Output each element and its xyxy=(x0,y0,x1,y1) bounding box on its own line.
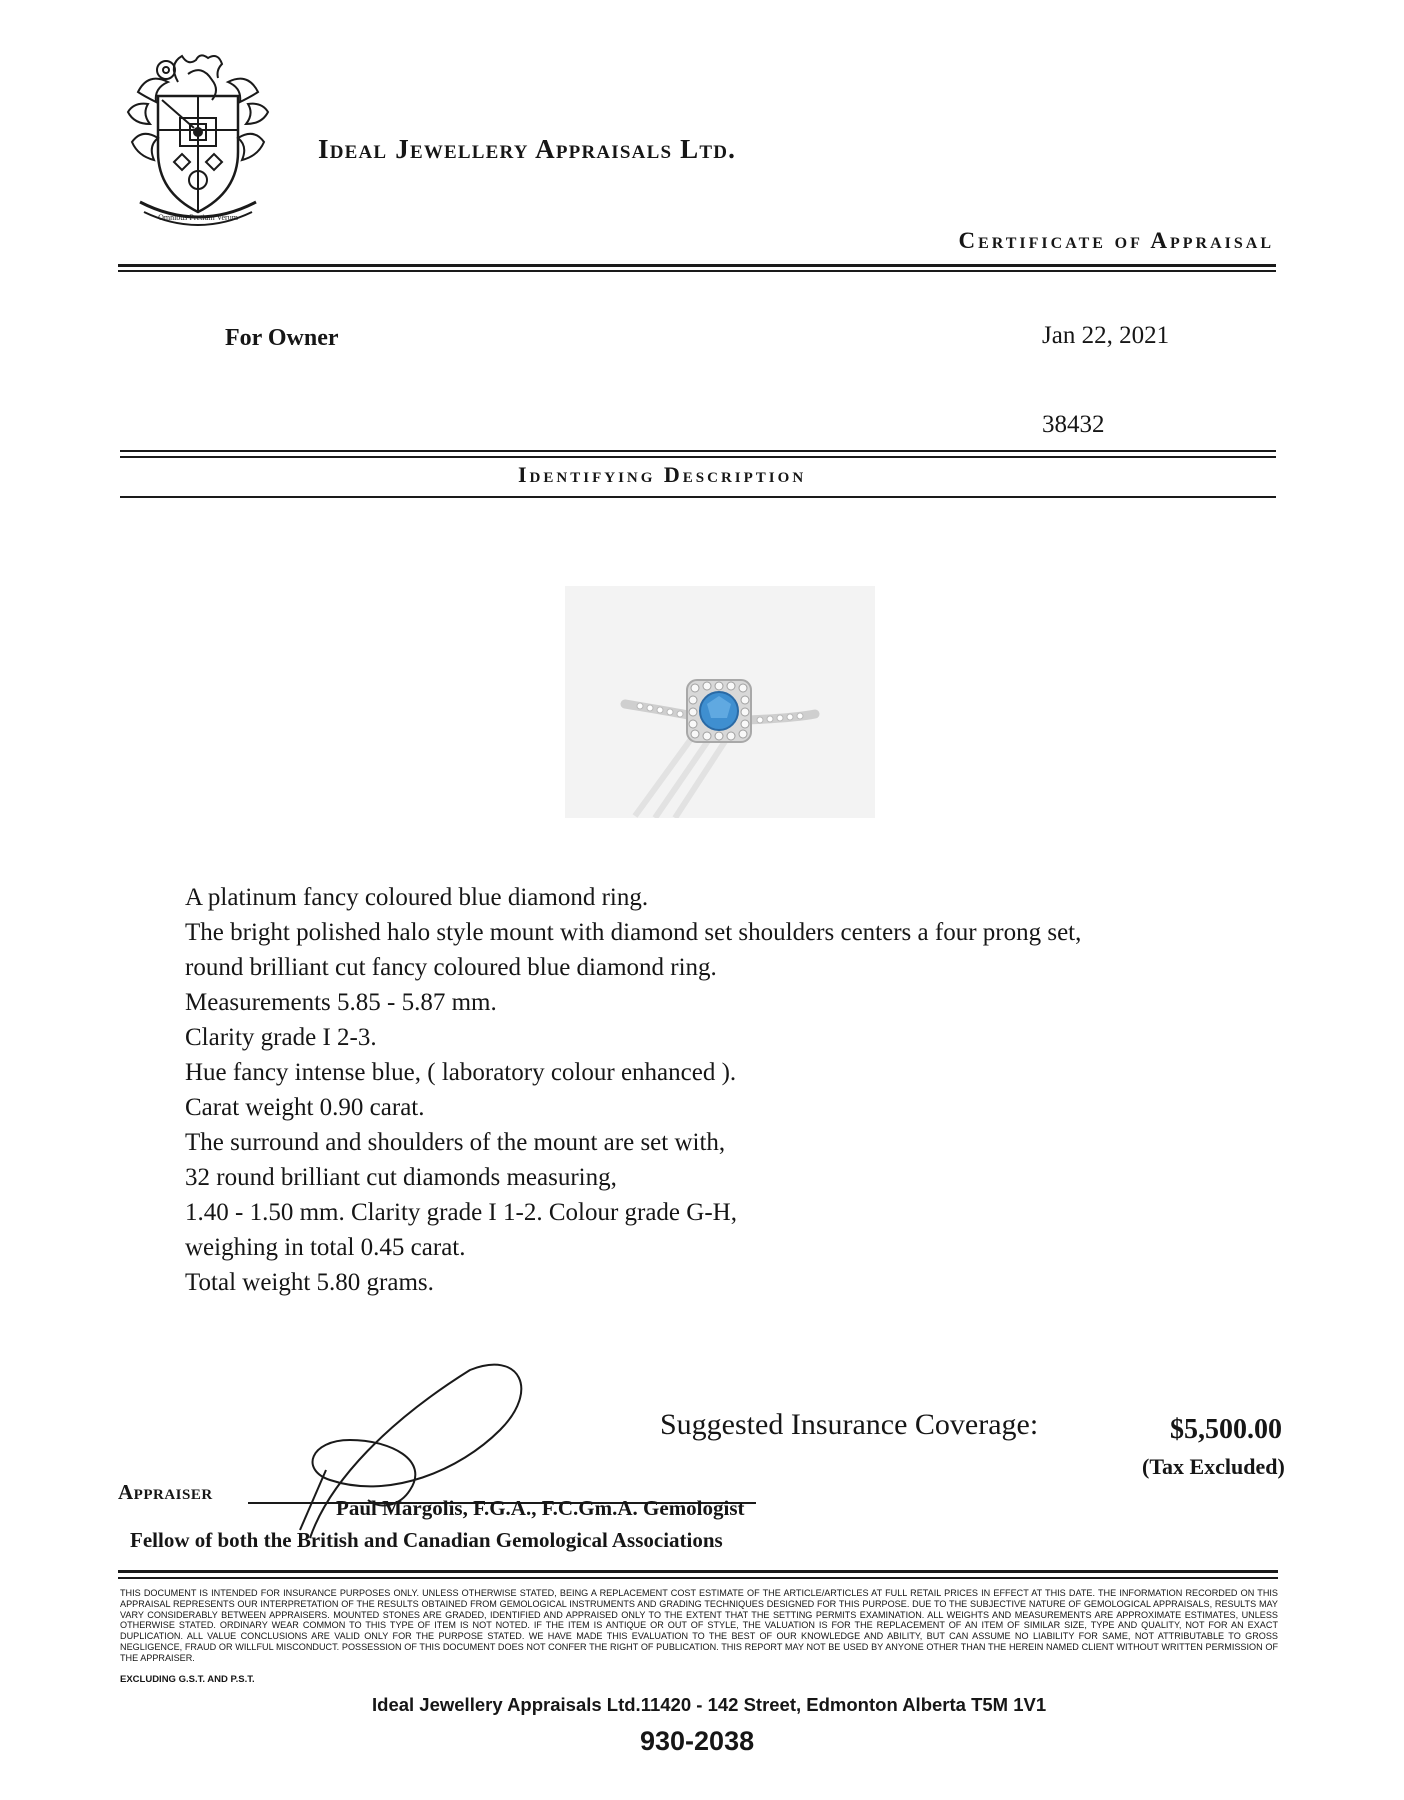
tax-note: (Tax Excluded) xyxy=(1142,1454,1285,1479)
disclaimer-text: THIS DOCUMENT IS INTENDED FOR INSURANCE PURPOSES ONLY. UNLESS OTHERWISE STATED, BEING A REPLACEMENT COST ESTIMATE OF THE ARTICLE/ARTICLES AT FULL RETAIL PRICES IN EFFECT AT THIS DATE. THE INFORMATION RECORDED ON THIS APPRAISAL REPRESENTS OUR INTERPRETATION OF THE RESULTS OBTAINED FROM GEMOLOGICAL INSTRUMENTS AND GRADING TECHNIQUES DESIGNED FOR THIS PURPOSE. DUE TO THE SUBJECTIVE NATURE OF GEMOLOGICAL APPRAISALS, RESULTS MAY VARY CONSIDERABLY BETWEEN APPRAISERS. MOUNTED STONES ARE GRADED, IDENTIFIED AND APPRAISED ONLY TO THE EXTENT THAT THE SETTING PERMITS EXAMINATION. ALL WEIGHTS AND MEASUREMENTS ARE APPROXIMATE ESTIMATES, UNLESS OTHERWISE STATED. ORDINARY WEAR COMMON TO THIS TYPE OF ITEM IS NOT NOTED. IF THE ITEM IS ANTIQUE OR OUT OF STYLE, THE VALUATION IS FOR THE REPLACEMENT OF AN ITEM OF SIMILAR SIZE, TYPE AND QUALITY, NOT FOR AN EXACT DUPLICATION. ALL VALUE CONCLUSIONS ARE VALID ONLY FOR THE PURPOSE STATED. WE HAVE MADE THIS EVALUATION TO THE BEST OF OUR KNOWLEDGE AND ABILITY, BUT CAN ASSUME NO LIABILITY FOR SAME, NOT ATTRIBUTABLE TO GROSS NEGLIGENCE, FRAUD OR WILLFUL MISCONDUCT. POSSESSION OF THIS DOCUMENT DOES NOT CONFER THE RIGHT OF PUBLICATION. THIS REPORT MAY NOT BE USED BY ANYONE OTHER THAN THE HEREIN NAMED CLIENT WITHOUT WRITTEN PERMISSION OF THE APPRAISER. xyxy=(120,1588,1278,1663)
tax-exclusion-note: EXCLUDING G.S.T. AND P.S.T. xyxy=(120,1674,255,1685)
appraisal-number: 38432 xyxy=(1042,411,1105,438)
company-name: Ideal Jewellery Appraisals Ltd. xyxy=(318,134,737,164)
header-divider-bottom xyxy=(118,270,1276,272)
owner-label: For Owner xyxy=(225,325,339,351)
ring-photo xyxy=(565,586,875,818)
handwritten-signature xyxy=(240,1360,560,1540)
item-description xyxy=(185,880,1235,1300)
description-line: round brilliant cut fancy coloured blue diamond ring. xyxy=(185,954,717,981)
footer-divider-bottom xyxy=(118,1577,1278,1579)
company-phone: 930-2038 xyxy=(640,1726,755,1756)
section-divider-bottom xyxy=(120,496,1276,498)
insurance-coverage-label: Suggested Insurance Coverage: xyxy=(660,1408,1039,1441)
header-divider-top xyxy=(118,264,1276,267)
description-line: 32 round brilliant cut diamonds measuring, xyxy=(185,1164,617,1191)
description-line: The bright polished halo style mount with diamond set shoulders centers a four prong set, xyxy=(185,919,1082,946)
appraisal-date: Jan 22, 2021 xyxy=(1042,322,1170,349)
description-line: The surround and shoulders of the mount are set with, xyxy=(185,1129,726,1156)
description-line: Hue fancy intense blue, ( laboratory colour enhanced ). xyxy=(185,1059,737,1086)
appraiser-name: Paul Margolis, F.G.A., F.C.Gm.A. Gemologist xyxy=(336,1496,745,1520)
description-line: 1.40 - 1.50 mm. Clarity grade I 1-2. Colour grade G-H, xyxy=(185,1199,737,1226)
description-line: Measurements 5.85 - 5.87 mm. xyxy=(185,989,497,1016)
section-divider-mid xyxy=(120,456,1276,458)
appraiser-fellowship: Fellow of both the British and Canadian Gemological Associations xyxy=(130,1528,723,1552)
insurance-amount: $5,500.00 xyxy=(1170,1414,1282,1445)
description-line: Total weight 5.80 grams. xyxy=(185,1269,434,1296)
coat-of-arms-logo xyxy=(118,52,278,232)
footer-divider-top xyxy=(118,1570,1278,1573)
certificate-title: Certificate of Appraisal xyxy=(958,228,1274,253)
description-line: Carat weight 0.90 carat. xyxy=(185,1094,425,1121)
description-line: weighing in total 0.45 carat. xyxy=(185,1234,466,1261)
appraiser-label: Appraiser xyxy=(118,1480,213,1504)
section-title: Identifying Description xyxy=(518,462,807,487)
section-divider-top xyxy=(120,450,1276,452)
company-address: Ideal Jewellery Appraisals Ltd.11420 - 142 Street, Edmonton Alberta T5M 1V1 xyxy=(372,1694,1047,1715)
svg-text:Omnibus Pretium Verum: Omnibus Pretium Verum xyxy=(158,213,238,222)
description-line: A platinum fancy coloured blue diamond ring. xyxy=(185,884,649,911)
description-line: Clarity grade I 2-3. xyxy=(185,1024,377,1051)
